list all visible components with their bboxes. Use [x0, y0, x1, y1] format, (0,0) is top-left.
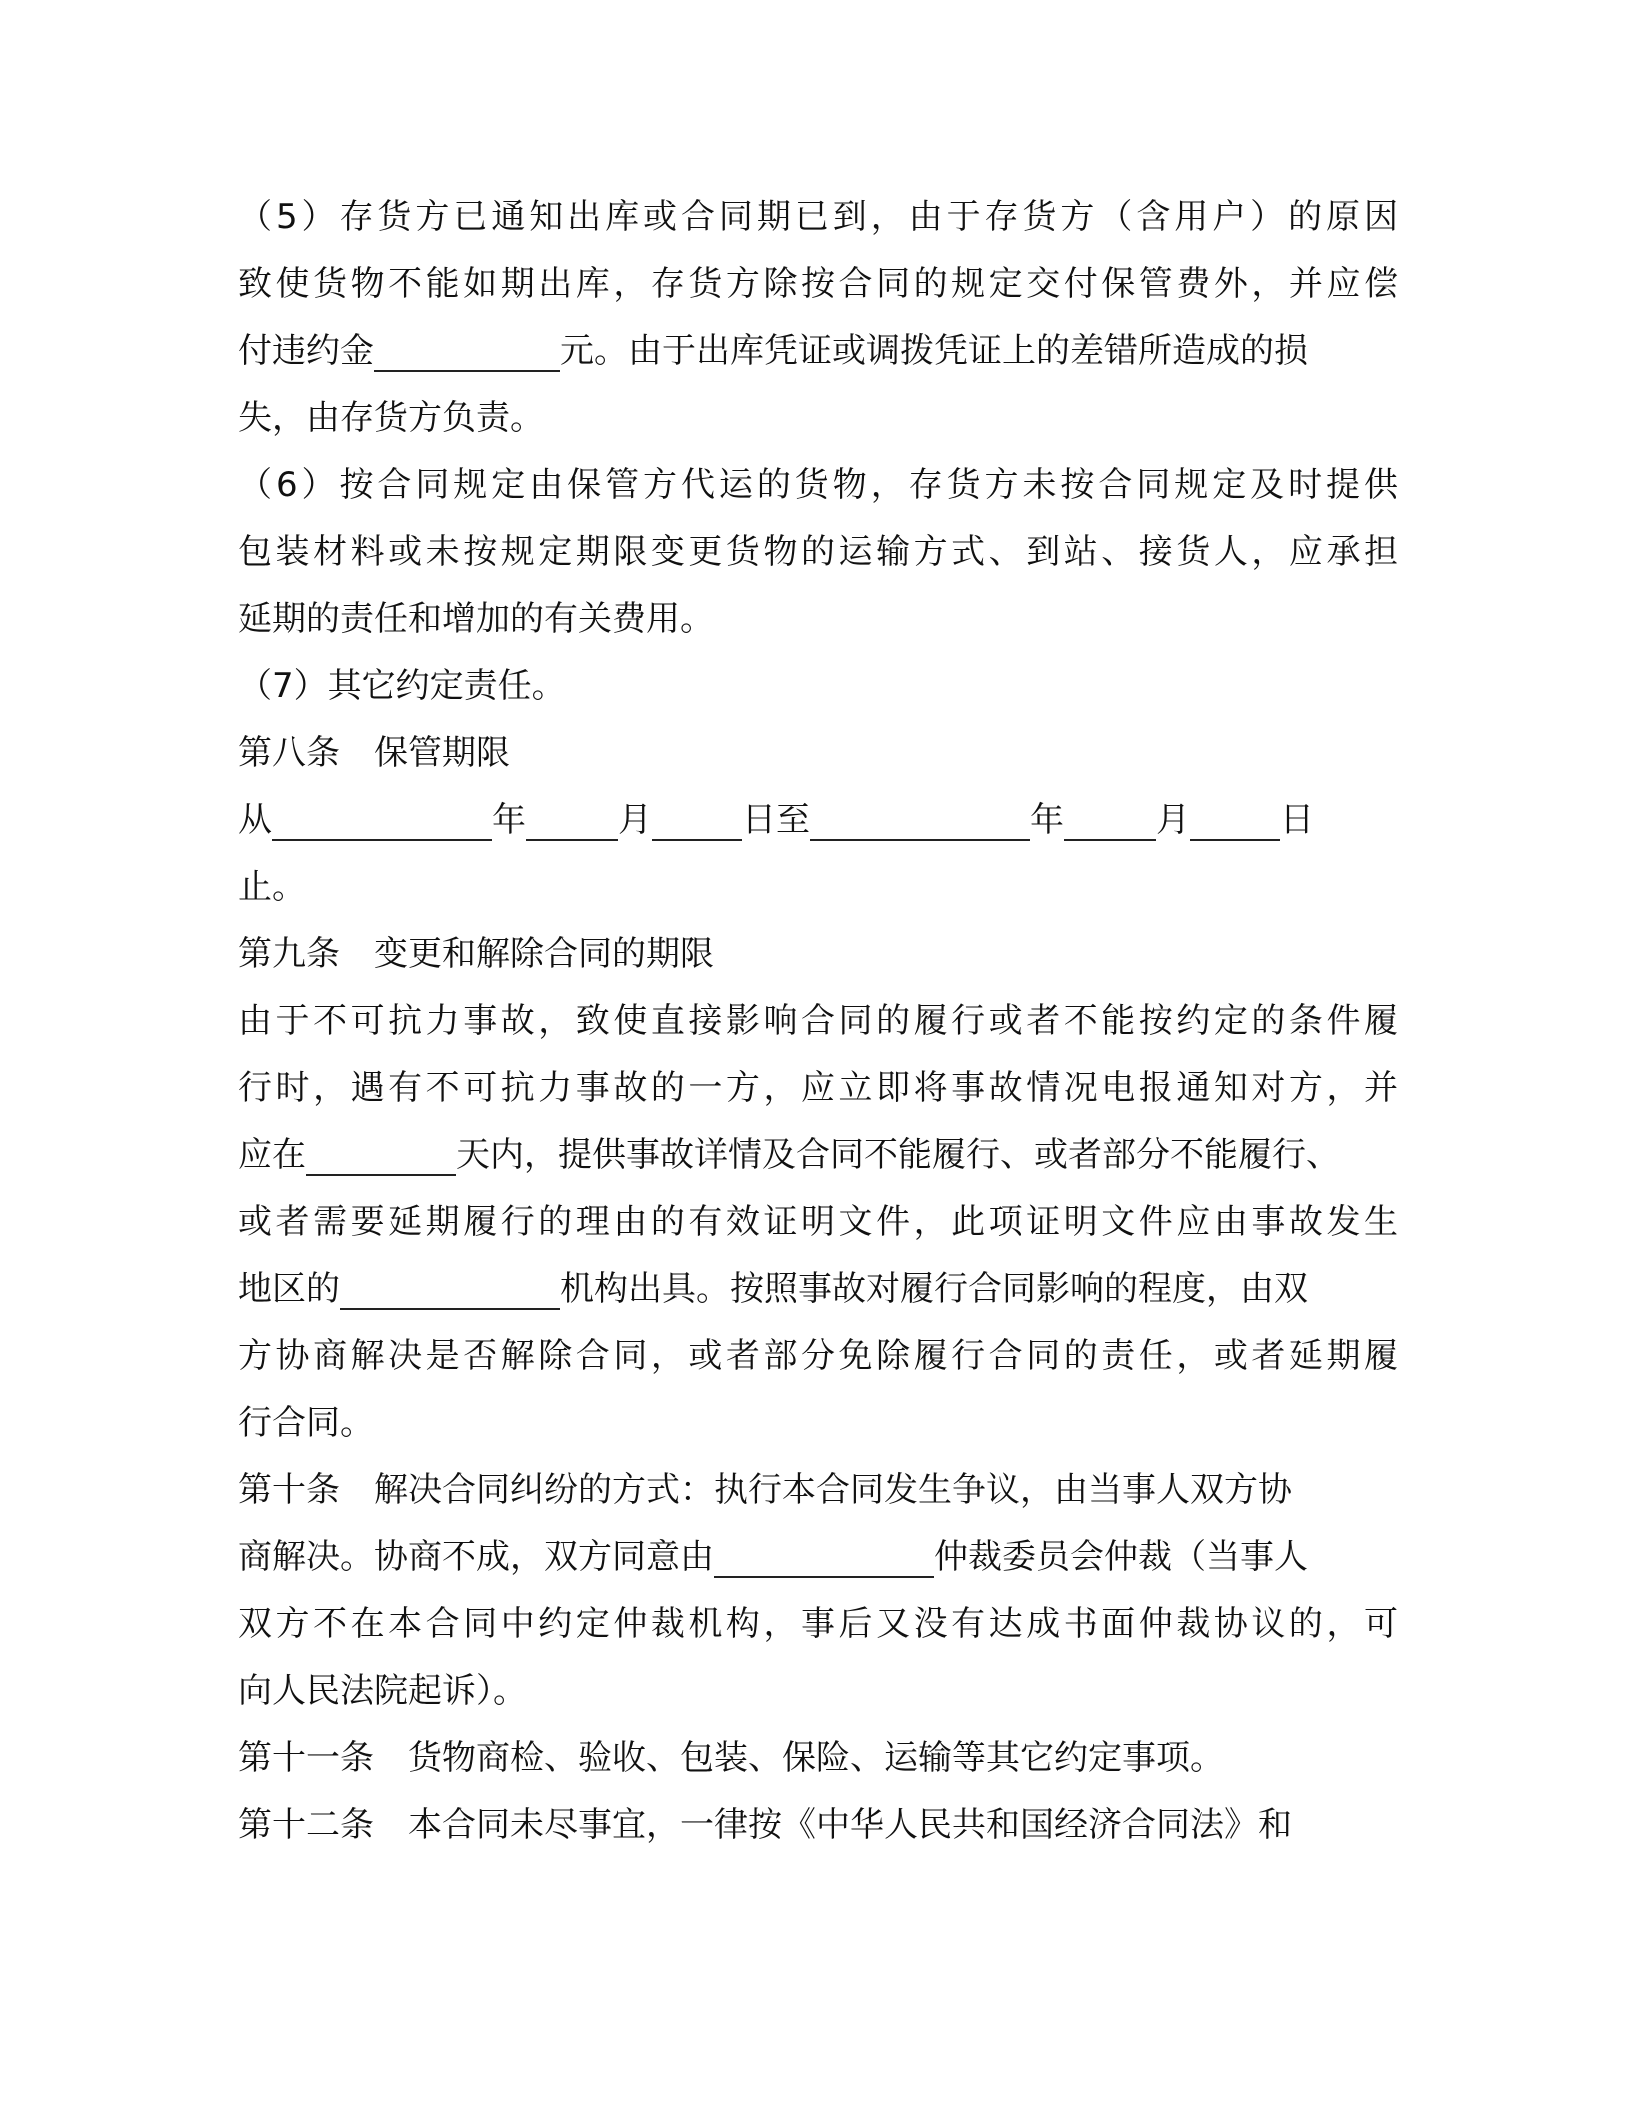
article-12-line: 第十二条 本合同未尽事宜，一律按《中华人民共和国经济合同法》和 [238, 1805, 1292, 1845]
article-10-line-4: 向人民法院起诉）。 [238, 1671, 527, 1711]
article-9-heading: 第九条 变更和解除合同的期限 [238, 934, 714, 974]
clause-6-line-1: （6）按合同规定由保管方代运的货物，存货方未按合同规定及时提供 [238, 465, 1398, 505]
article-9-line-5: 地区的 机构出具。按照事故对履行合同影响的程度，由双 [238, 1256, 1398, 1323]
clause-6-line-3: 延期的责任和增加的有关费用。 [238, 599, 714, 639]
start-day-blank[interactable] [652, 795, 742, 841]
clause-7-line-1: （7）其它约定责任。 [238, 666, 566, 706]
article-9-line-7: 行合同。 [238, 1403, 374, 1443]
days-blank[interactable] [306, 1130, 456, 1176]
article-10-line-3: 双方不在本合同中约定仲裁机构，事后又没有达成书面仲裁协议的，可 [238, 1604, 1398, 1644]
issuing-agency-blank[interactable] [340, 1264, 560, 1310]
article-10-line-1: 第十条 解决合同纠纷的方式：执行本合同发生争议，由当事人双方协 [238, 1470, 1292, 1510]
penalty-amount-blank[interactable] [374, 326, 560, 372]
arbitration-committee-blank[interactable] [714, 1532, 934, 1578]
article-9-line-6: 方协商解决是否解除合同，或者部分免除履行合同的责任，或者延期履 [238, 1336, 1398, 1376]
contract-page [238, 184, 1398, 1859]
clause-5-line-3: 付违约金 元。由于出库凭证或调拨凭证上的差错所造成的损 [238, 318, 1398, 385]
start-year-blank[interactable] [272, 795, 492, 841]
clause-5-line-4: 失，由存货方负责。 [238, 398, 544, 438]
clause-5-line-2: 致使货物不能如期出库，存货方除按合同的规定交付保管费外，并应偿 [238, 264, 1398, 304]
start-month-blank[interactable] [526, 795, 618, 841]
storage-period-end: 止。 [238, 867, 306, 907]
article-8-heading: 第八条 保管期限 [238, 733, 510, 773]
article-9-line-1: 由于不可抗力事故，致使直接影响合同的履行或者不能按约定的条件履 [238, 1001, 1398, 1041]
clause-6-line-2: 包装材料或未按规定期限变更货物的运输方式、到站、接货人，应承担 [238, 532, 1398, 572]
end-year-blank[interactable] [810, 795, 1030, 841]
end-month-blank[interactable] [1064, 795, 1156, 841]
article-9-line-2: 行时，遇有不可抗力事故的一方，应立即将事故情况电报通知对方，并 [238, 1068, 1398, 1108]
end-day-blank[interactable] [1190, 795, 1280, 841]
article-10-line-2: 商解决。协商不成，双方同意由 仲裁委员会仲裁（当事人 [238, 1524, 1398, 1591]
clause-5-line-1: （5）存货方已通知出库或合同期已到，由于存货方（含用户）的原因 [238, 197, 1398, 237]
article-9-line-4: 或者需要延期履行的理由的有效证明文件，此项证明文件应由事故发生 [238, 1202, 1398, 1242]
article-9-line-3: 应在 天内，提供事故详情及合同不能履行、或者部分不能履行、 [238, 1122, 1398, 1189]
article-11-line: 第十一条 货物商检、验收、包装、保险、运输等其它约定事项。 [238, 1738, 1224, 1778]
storage-period-line: 从 年 月 日至 年 月 日 [238, 787, 1398, 854]
